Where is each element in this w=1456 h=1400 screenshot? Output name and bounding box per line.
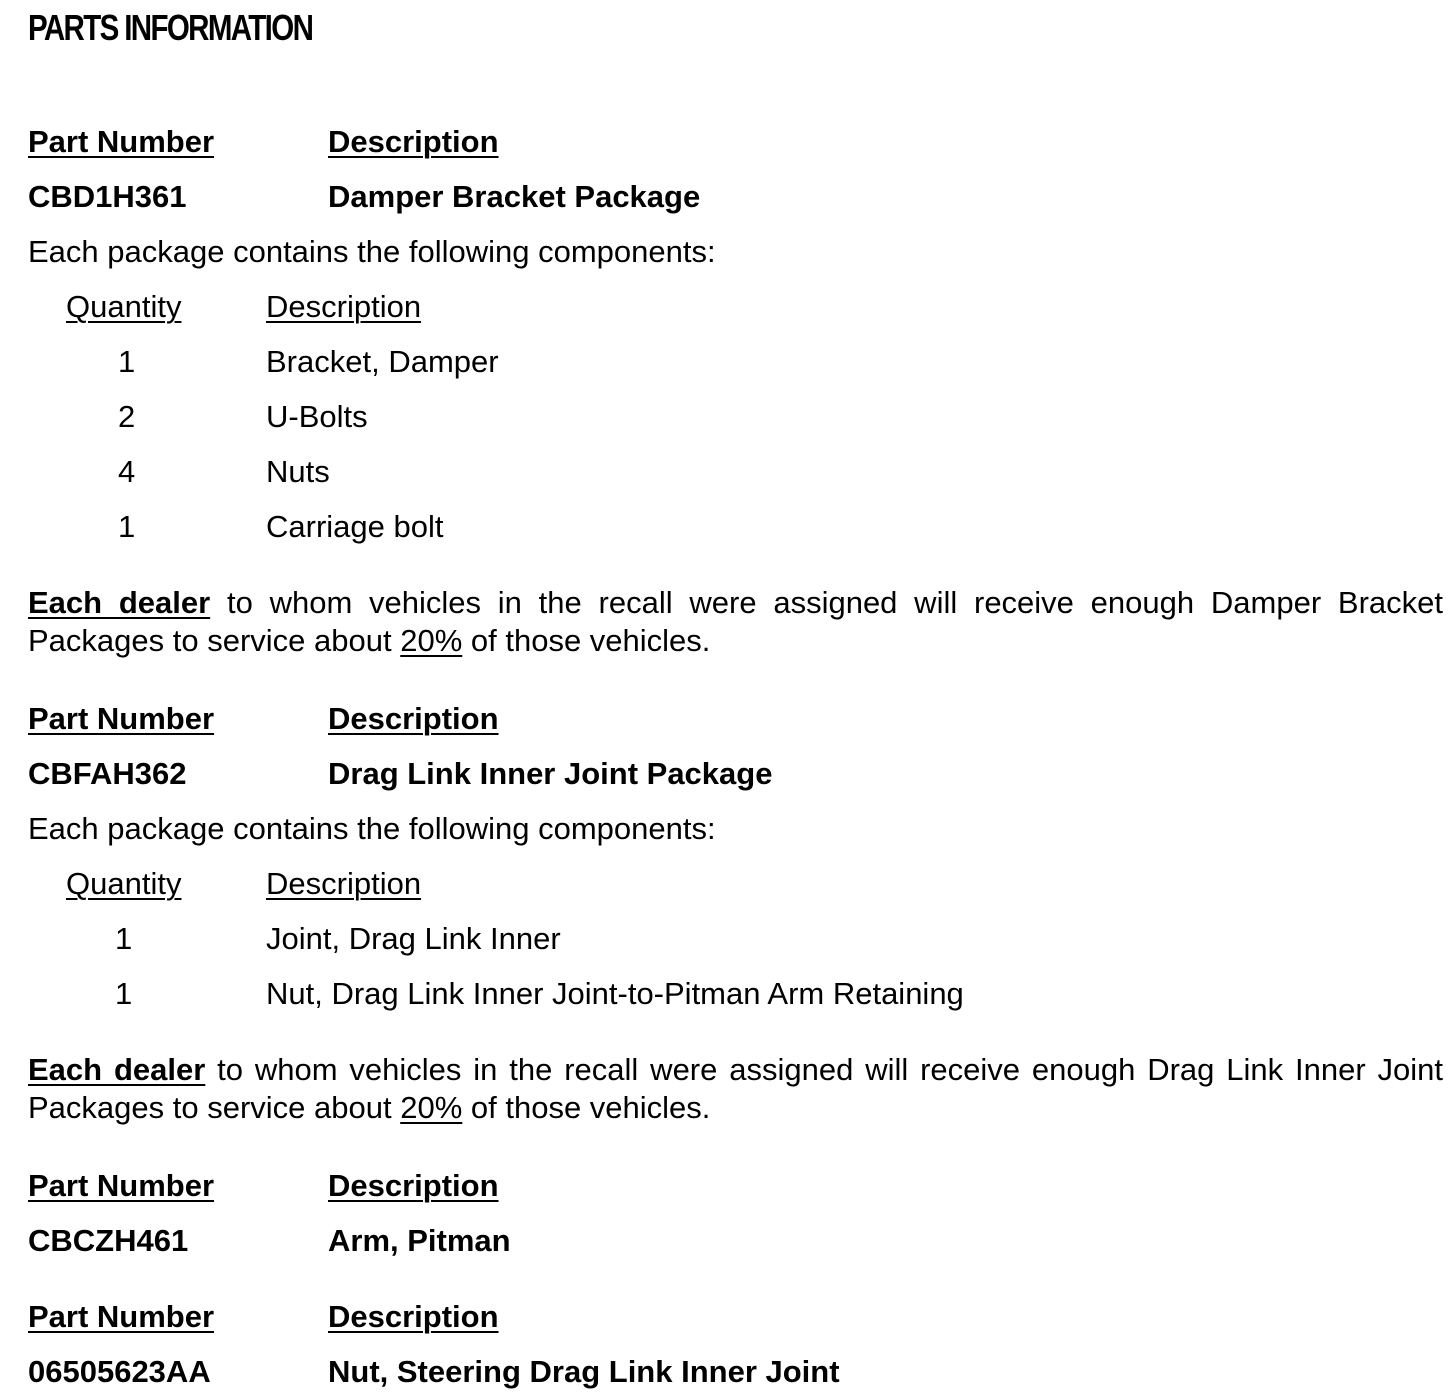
dealer-percent: 20% bbox=[400, 623, 463, 658]
component-qty: 2 bbox=[118, 399, 136, 434]
part-number: CBD1H361 bbox=[28, 179, 187, 214]
dealer-lead: Each dealer bbox=[28, 585, 211, 620]
description-header: Description bbox=[328, 701, 499, 736]
component-desc: U-Bolts bbox=[266, 399, 368, 434]
dealer-paragraph bbox=[28, 584, 1443, 660]
contains-text: Each package contains the following components: bbox=[28, 811, 716, 846]
component-description-header: Description bbox=[266, 289, 422, 324]
component-desc: Nuts bbox=[266, 454, 330, 489]
part-number-header: Part Number bbox=[28, 1299, 215, 1334]
part-description: Damper Bracket Package bbox=[328, 179, 701, 214]
part-description: Nut, Steering Drag Link Inner Joint bbox=[328, 1354, 840, 1389]
part-number-header: Part Number bbox=[28, 124, 215, 159]
part-number: 06505623AA bbox=[28, 1354, 211, 1389]
dealer-text: to whom vehicles in the recall were assigned will receive enough Drag Link Inner Joint Packages to service about bbox=[28, 1052, 1443, 1125]
component-qty: 1 bbox=[115, 921, 133, 956]
component-description-header: Description bbox=[266, 866, 422, 901]
part-number-header: Part Number bbox=[28, 701, 215, 736]
component-desc: Nut, Drag Link Inner Joint-to-Pitman Arm Retaining bbox=[266, 976, 964, 1011]
page-title: PARTS INFORMATION bbox=[28, 7, 313, 48]
dealer-paragraph bbox=[28, 1051, 1443, 1127]
description-header: Description bbox=[328, 1299, 499, 1334]
component-qty: 1 bbox=[118, 344, 136, 379]
component-desc: Carriage bolt bbox=[266, 509, 444, 544]
dealer-percent: 20% bbox=[400, 1090, 463, 1125]
quantity-header: Quantity bbox=[66, 289, 182, 324]
description-header: Description bbox=[328, 1168, 499, 1203]
part-number-header: Part Number bbox=[28, 1168, 215, 1203]
dealer-text: to whom vehicles in the recall were assigned will receive enough Damper Bracket Packages to service about bbox=[28, 585, 1444, 658]
component-desc: Bracket, Damper bbox=[266, 344, 499, 379]
part-number: CBFAH362 bbox=[28, 756, 187, 791]
part-description: Drag Link Inner Joint Package bbox=[328, 756, 773, 791]
dealer-text-end: of those vehicles. bbox=[462, 1090, 711, 1125]
dealer-text-end: of those vehicles. bbox=[462, 623, 711, 658]
contains-text: Each package contains the following components: bbox=[28, 234, 716, 269]
component-qty: 4 bbox=[118, 454, 136, 489]
dealer-lead: Each dealer bbox=[28, 1052, 206, 1087]
part-description: Arm, Pitman bbox=[328, 1223, 511, 1258]
quantity-header: Quantity bbox=[66, 866, 182, 901]
component-qty: 1 bbox=[118, 509, 136, 544]
component-desc: Joint, Drag Link Inner bbox=[266, 921, 561, 956]
part-number: CBCZH461 bbox=[28, 1223, 189, 1258]
component-qty: 1 bbox=[115, 976, 133, 1011]
description-header: Description bbox=[328, 124, 499, 159]
